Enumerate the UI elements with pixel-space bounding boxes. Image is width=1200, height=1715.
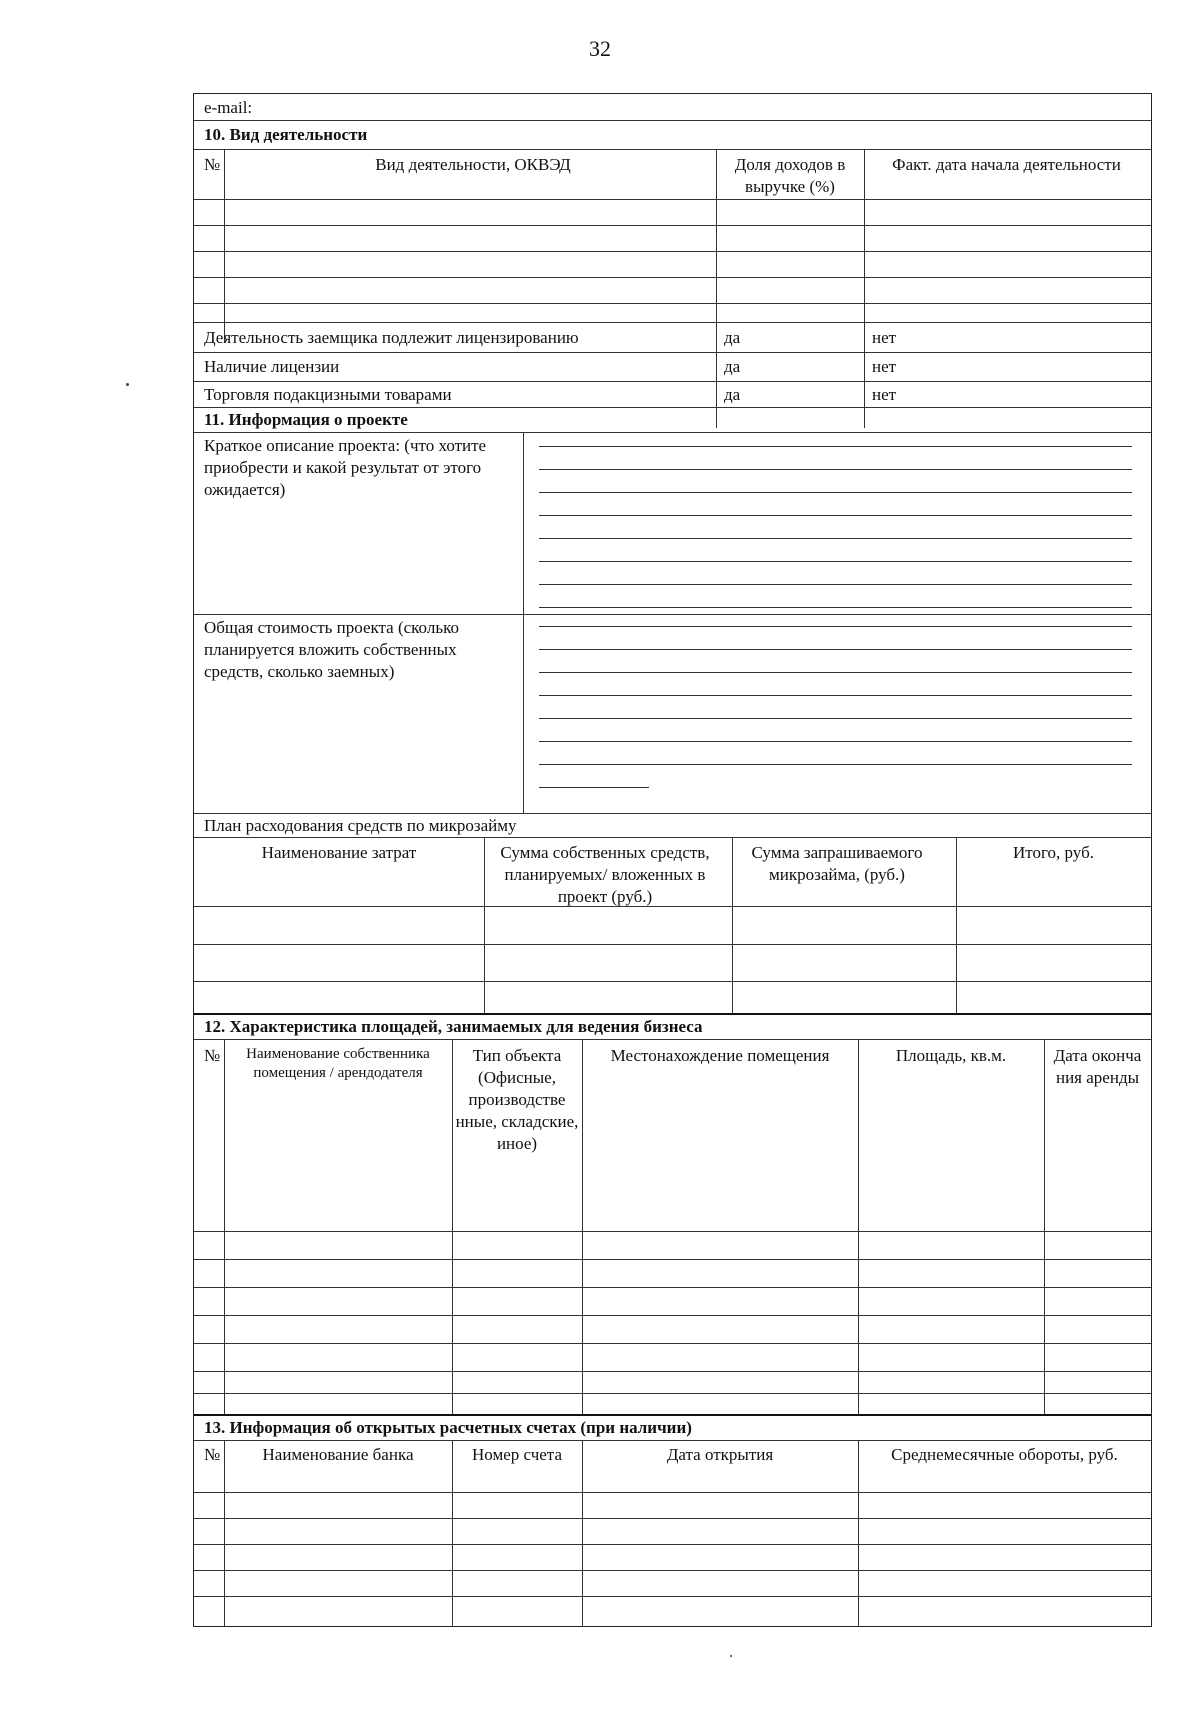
answer-yes: да (724, 385, 741, 404)
question-licensing: Деятельность заемщика подлежит лицензированию (204, 328, 579, 347)
answer-no: нет (872, 328, 897, 347)
col-lease-end: Дата оконча ния аренды (1053, 1046, 1142, 1087)
project-cost-line (539, 764, 1132, 765)
project-description-line (539, 584, 1132, 585)
project-cost-line (539, 695, 1132, 696)
col-number: № (204, 1046, 221, 1065)
page-number: 32 (589, 36, 611, 61)
project-description-line (539, 538, 1132, 539)
project-description-line (539, 607, 1132, 608)
col-cost-name: Наименование затрат (261, 843, 417, 862)
col-income-share: Доля доходов в выручке (%) (734, 155, 846, 196)
answer-no: нет (872, 357, 897, 376)
question-license: Наличие лицензии (204, 357, 340, 376)
project-cost-line (539, 787, 649, 788)
project-description-line (539, 446, 1132, 447)
col-own-funds: Сумма собственных средств, планируемых/ вложенных в проект (руб.) (500, 843, 710, 906)
col-number: № (204, 155, 221, 174)
answer-no: нет (872, 385, 897, 404)
application-form (193, 93, 1152, 1627)
project-cost-line (539, 741, 1132, 742)
project-cost-line (539, 718, 1132, 719)
col-object-type: Тип объекта (Офисные, производстве нные, складские, иное) (455, 1046, 579, 1153)
col-opening-date: Дата открытия (666, 1445, 774, 1464)
answer-yes: да (724, 357, 741, 376)
project-description-line (539, 469, 1132, 470)
col-number: № (204, 1445, 221, 1464)
project-description-line (539, 492, 1132, 493)
section-13-title: 13. Информация об открытых расчетных счетах (при наличии) (204, 1418, 692, 1437)
answer-yes: да (724, 328, 741, 347)
col-monthly-turnover: Среднемесячные обороты, руб. (891, 1445, 1118, 1464)
project-description-label: Краткое описание проекта: (что хотите приобрести и какой результат от этого ожидается) (204, 436, 487, 499)
project-cost-line (539, 672, 1132, 673)
col-total: Итого, руб. (1013, 843, 1094, 862)
divider (194, 149, 1151, 150)
col-bank-name: Наименование банка (262, 1445, 414, 1464)
col-activity-okved: Вид деятельности, ОКВЭД (375, 155, 571, 174)
footer-dot (730, 1655, 732, 1657)
col-account-number: Номер счета (472, 1445, 562, 1464)
margin-dot (126, 383, 129, 386)
col-owner-name: Наименование собственника помещения / арендодателя (246, 1046, 430, 1081)
project-cost-label: Общая стоимость проекта (сколько планируется вложить собственных средств, сколько заемных) (204, 618, 459, 681)
project-description-line (539, 515, 1132, 516)
section-12-title: 12. Характеристика площадей, занимаемых для ведения бизнеса (204, 1017, 703, 1036)
section-11-title: 11. Информация о проекте (204, 410, 408, 429)
project-cost-line (539, 649, 1132, 650)
email-label: e-mail: (204, 98, 253, 117)
col-start-date: Факт. дата начала деятельности (892, 155, 1121, 174)
project-description-line (539, 561, 1132, 562)
project-cost-line (539, 626, 1132, 627)
spending-plan-title: План расходования средств по микрозайму (204, 816, 517, 835)
question-excise: Торговля подакцизными товарами (204, 385, 452, 404)
divider (194, 120, 1151, 121)
section-10-title: 10. Вид деятельности (204, 125, 368, 144)
col-location: Местонахождение помещения (610, 1046, 830, 1065)
col-requested-loan: Сумма запрашиваемого микрозайма, (руб.) (751, 843, 923, 884)
col-area: Площадь, кв.м. (895, 1046, 1007, 1065)
